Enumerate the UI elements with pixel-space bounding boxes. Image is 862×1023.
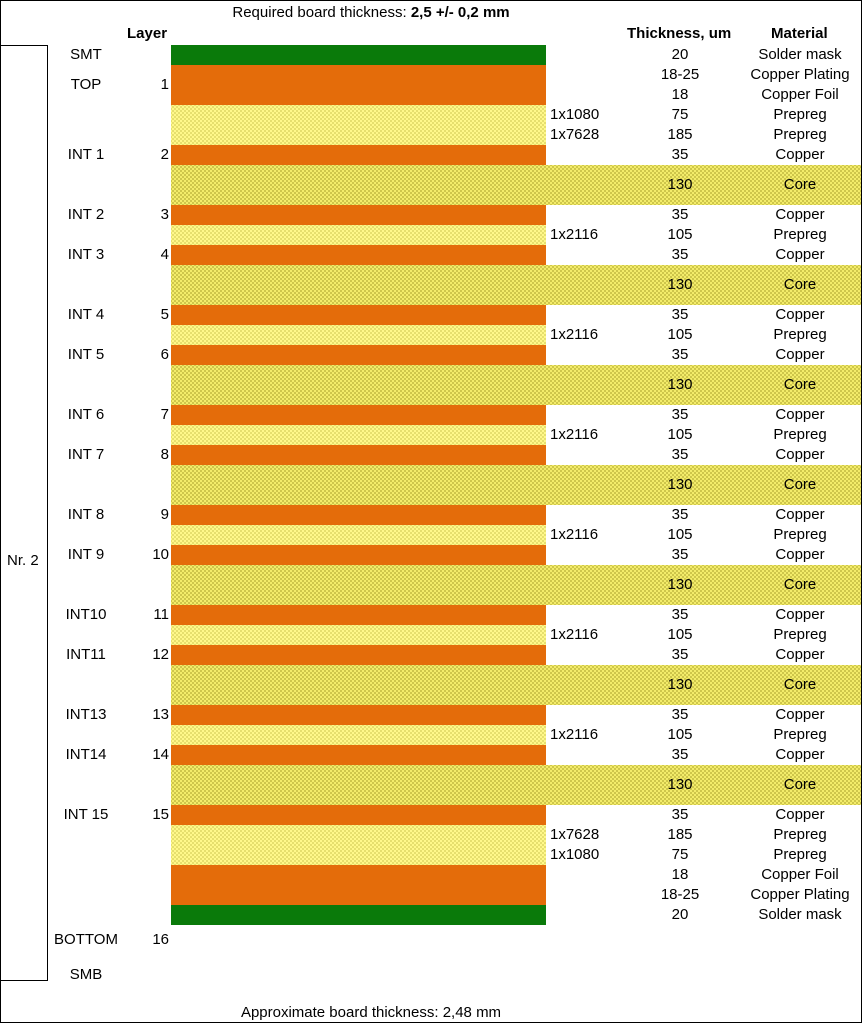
layer-name: SMB	[69, 966, 103, 983]
thickness-value: 75	[671, 846, 689, 863]
material-name: Copper	[775, 506, 825, 523]
material-name: Core	[783, 476, 817, 493]
prepreg-band	[171, 525, 546, 545]
thickness-value: 130	[667, 776, 693, 793]
layer-number: 4	[160, 246, 169, 263]
thickness-value: 185	[667, 126, 693, 143]
material-name: Prepreg	[773, 426, 827, 443]
material-name: Solder mask	[758, 46, 842, 63]
layer-name: INT 9	[67, 546, 105, 563]
column-header-layer: Layer	[127, 25, 168, 42]
layer-number: 10	[152, 546, 169, 563]
thickness-value: 130	[667, 476, 693, 493]
copper-band	[171, 345, 546, 365]
material-name: Core	[783, 276, 817, 293]
glass-style: 1x1080	[550, 106, 600, 123]
thickness-value: 35	[671, 446, 689, 463]
layer-number: 15	[152, 806, 169, 823]
material-name: Solder mask	[758, 906, 842, 923]
copper-band	[171, 745, 546, 765]
layer-name: INT14	[65, 746, 107, 763]
layer-number: 11	[153, 606, 169, 623]
copper-band	[171, 505, 546, 525]
copper-band	[171, 405, 546, 425]
material-name: Copper	[775, 206, 825, 223]
layer-name: BOTTOM	[54, 931, 118, 948]
material-name: Copper	[775, 446, 825, 463]
thickness-value: 130	[667, 576, 693, 593]
layer-name: INT 1	[67, 146, 105, 163]
thickness-value: 35	[671, 746, 689, 763]
thickness-value: 105	[667, 326, 693, 343]
prepreg-band	[171, 725, 546, 745]
layer-name: INT 8	[67, 506, 105, 523]
layer-name: INT 4	[67, 306, 105, 323]
thickness-value: 185	[667, 826, 693, 843]
column-header-material: Material	[771, 25, 828, 42]
thickness-value: 35	[671, 406, 689, 423]
material-name: Copper Plating	[750, 886, 850, 903]
thickness-value: 35	[671, 806, 689, 823]
layer-number: 13	[152, 706, 169, 723]
material-name: Copper	[775, 706, 825, 723]
copper-band	[171, 445, 546, 465]
material-name: Prepreg	[773, 126, 827, 143]
material-name: Prepreg	[773, 226, 827, 243]
material-name: Copper	[775, 606, 825, 623]
thickness-value: 35	[671, 246, 689, 263]
glass-style: 1x2116	[550, 326, 599, 343]
thickness-value: 35	[671, 346, 689, 363]
prepreg-band	[171, 845, 546, 865]
material-name: Prepreg	[773, 626, 827, 643]
material-name: Core	[783, 376, 817, 393]
material-name: Copper	[775, 146, 825, 163]
material-name: Copper	[775, 306, 825, 323]
material-name: Core	[783, 176, 817, 193]
layer-name: INT11	[66, 646, 106, 663]
layer-number: 5	[160, 306, 169, 323]
layer-name: TOP	[70, 76, 102, 93]
copper-band	[171, 705, 546, 725]
prepreg-band	[171, 225, 546, 245]
column-header-thickness: Thickness, um	[627, 25, 732, 42]
layer-number: 2	[160, 146, 169, 163]
layer-number: 12	[152, 646, 169, 663]
layer-number: 8	[160, 446, 169, 463]
thickness-value: 18	[671, 86, 689, 103]
copper-band	[171, 205, 546, 225]
required-thickness	[1, 3, 741, 23]
layer-number: 16	[152, 931, 169, 948]
layer-number: 6	[160, 346, 169, 363]
material-name: Prepreg	[773, 726, 827, 743]
layer-name: INT 15	[63, 806, 109, 823]
thickness-value: 130	[667, 276, 693, 293]
material-name: Copper	[775, 646, 825, 663]
approximate-thickness: Approximate board thickness: 2,48 mm	[240, 1004, 502, 1021]
thickness-value: 35	[671, 546, 689, 563]
layer-name: INT 6	[67, 406, 105, 423]
thickness-value: 35	[671, 146, 689, 163]
material-name: Core	[783, 576, 817, 593]
layer-name: INT10	[65, 606, 107, 623]
thickness-value: 130	[667, 676, 693, 693]
glass-style: 1x2116	[550, 426, 599, 443]
copper-band	[171, 805, 546, 825]
copper-band	[171, 645, 546, 665]
copper-band	[171, 865, 546, 905]
required-thickness-value: 2,5 +/- 0,2 mm	[410, 4, 510, 21]
material-name: Core	[783, 776, 817, 793]
thickness-value: 18-25	[660, 886, 700, 903]
layer-name: INT 3	[67, 246, 105, 263]
layer-name: INT13	[65, 706, 107, 723]
thickness-value: 130	[667, 176, 693, 193]
glass-style: 1x1080	[550, 846, 600, 863]
copper-band	[171, 65, 546, 105]
thickness-value: 20	[671, 46, 689, 63]
glass-style: 1x2116	[550, 726, 599, 743]
thickness-value: 35	[671, 206, 689, 223]
material-name: Core	[783, 676, 817, 693]
prepreg-band	[171, 105, 546, 125]
copper-band	[171, 545, 546, 565]
layer-number: 1	[160, 76, 169, 93]
layer-name: INT 7	[67, 446, 105, 463]
prepreg-band	[171, 125, 546, 145]
thickness-value: 35	[671, 706, 689, 723]
copper-band	[171, 145, 546, 165]
thickness-value: 130	[667, 376, 693, 393]
thickness-value: 18-25	[660, 66, 700, 83]
layer-number: 14	[152, 746, 169, 763]
thickness-value: 105	[667, 626, 693, 643]
layer-number: 9	[160, 506, 169, 523]
prepreg-band	[171, 425, 546, 445]
material-name: Copper Foil	[761, 86, 839, 103]
thickness-value: 35	[671, 646, 689, 663]
material-name: Prepreg	[773, 326, 827, 343]
thickness-value: 105	[667, 426, 693, 443]
material-name: Copper	[775, 806, 825, 823]
material-name: Copper	[775, 346, 825, 363]
glass-style: 1x7628	[550, 126, 600, 143]
layer-name: SMT	[70, 46, 102, 63]
prepreg-band	[171, 325, 546, 345]
material-name: Copper	[775, 746, 825, 763]
prepreg-band	[171, 625, 546, 645]
copper-band	[171, 305, 546, 325]
layer-number: 3	[160, 206, 169, 223]
material-name: Prepreg	[773, 106, 827, 123]
thickness-value: 75	[671, 106, 689, 123]
thickness-value: 35	[671, 306, 689, 323]
material-name: Prepreg	[773, 846, 827, 863]
layer-name: INT 5	[67, 346, 105, 363]
thickness-value: 35	[671, 506, 689, 523]
material-name: Copper Plating	[750, 66, 850, 83]
thickness-value: 18	[671, 866, 689, 883]
glass-style: 1x7628	[550, 826, 600, 843]
layer-number: 7	[160, 406, 169, 423]
thickness-value: 105	[667, 726, 693, 743]
copper-band	[171, 605, 546, 625]
material-name: Copper	[775, 246, 825, 263]
required-thickness-label: Required board thickness:	[232, 4, 407, 21]
glass-style: 1x2116	[550, 226, 599, 243]
glass-style: 1x2116	[550, 526, 599, 543]
copper-band	[171, 245, 546, 265]
layer-name: INT 2	[67, 206, 105, 223]
group-label: Nr. 2	[7, 552, 39, 569]
thickness-value: 105	[667, 526, 693, 543]
prepreg-band	[171, 825, 546, 845]
solder-mask-band	[171, 45, 546, 65]
material-name: Copper Foil	[761, 866, 839, 883]
glass-style: 1x2116	[550, 626, 599, 643]
thickness-value: 105	[667, 226, 693, 243]
thickness-value: 20	[671, 906, 689, 923]
material-name: Prepreg	[773, 826, 827, 843]
solder-mask-band	[171, 905, 546, 925]
material-name: Copper	[775, 406, 825, 423]
material-name: Copper	[775, 546, 825, 563]
material-name: Prepreg	[773, 526, 827, 543]
thickness-value: 35	[671, 606, 689, 623]
